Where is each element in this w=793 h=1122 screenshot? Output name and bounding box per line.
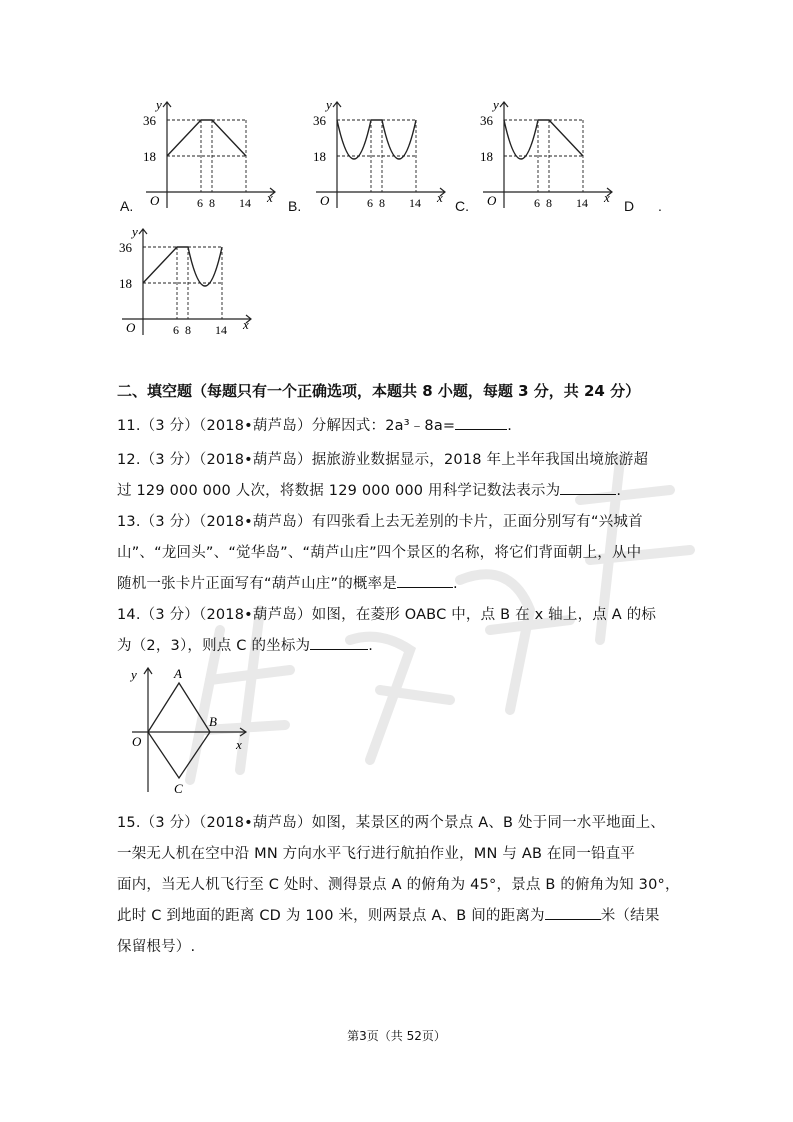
q11-text: 11.（3 分）（2018•葫芦岛）分解因式：2a³﹣8a=: [117, 418, 456, 434]
y-axis-label: y: [132, 225, 138, 239]
q11-answer-blank[interactable]: [455, 415, 507, 430]
rhombus-x-label: x: [236, 737, 242, 752]
rhombus-b-label: B: [209, 714, 217, 729]
x-tick-14: 14: [239, 196, 251, 210]
question-15-line2: 一架无人机在空中沿 MN 方向水平飞行进行航拍作业，MN 与 AB 在同一铅直平: [117, 846, 636, 862]
rhombus-a-label: A: [174, 666, 182, 681]
x-tick-14: 14: [215, 323, 227, 337]
y-tick-18: 18: [480, 149, 493, 164]
y-tick-18: 18: [143, 149, 156, 164]
q14-answer-blank[interactable]: [310, 635, 368, 650]
x-tick-6: 6: [197, 196, 203, 210]
option-a-label: A.: [120, 198, 134, 214]
y-tick-18: 18: [313, 149, 326, 164]
option-a-graph: [140, 98, 285, 217]
q14-text: 为（2，3），则点 C 的坐标为: [117, 638, 311, 654]
question-15-line3: 面内，当无人机飞行至 C 处时、测得景点 A 的俯角为 45°，景点 B 的俯角为知 30°，: [117, 877, 680, 893]
option-c-label: C.: [455, 198, 469, 214]
y-axis-label: y: [326, 98, 332, 112]
x-tick-6: 6: [534, 196, 540, 210]
question-14-line1: 14.（3 分）（2018•葫芦岛）如图，在菱形 OABC 中，点 B 在 x 轴上，点 A 的标: [117, 607, 657, 623]
section-title: 二、填空题（每题只有一个正确选项，本题共 8 小题，每题 3 分，共 24 分）: [117, 382, 641, 400]
q15-end: 米（结果: [600, 908, 660, 924]
q14-end: .: [368, 638, 374, 654]
x-tick-14: 14: [576, 196, 588, 210]
rhombus-c-label: C: [174, 781, 183, 796]
x-tick-8: 8: [546, 196, 552, 210]
rhombus-y-label: y: [131, 667, 137, 682]
y-axis-label: y: [493, 98, 499, 112]
x-axis-label: x: [243, 317, 249, 332]
q15-answer-blank[interactable]: [545, 905, 601, 920]
y-axis-label: y: [156, 98, 162, 112]
question-15-line5: 保留根号）.: [117, 939, 196, 955]
origin-label: O: [126, 320, 136, 335]
question-13-line3: [117, 572, 458, 593]
question-12-line1: 12.（3 分）（2018•葫芦岛）据旅游业数据显示，2018 年上半年我国出境旅游超: [117, 452, 649, 468]
option-b-graph: [310, 98, 455, 217]
q12-text: 过 129 000 000 人次，将数据 129 000 000 用科学记数法表示为: [117, 483, 561, 499]
option-d-dot: .: [658, 198, 662, 214]
x-tick-14: 14: [409, 196, 421, 210]
rhombus-o-label: O: [132, 734, 142, 749]
option-d-label: D: [624, 198, 635, 214]
y-tick-36: 36: [143, 113, 156, 128]
question-15-line4: [117, 904, 660, 925]
question-13-line1: 13.（3 分）（2018•葫芦岛）有四张看上去无差别的卡片，正面分别写有“兴城首: [117, 514, 643, 530]
x-axis-label: x: [267, 190, 273, 205]
rhombus-figure: [122, 662, 257, 801]
x-tick-8: 8: [379, 196, 385, 210]
x-tick-6: 6: [173, 323, 179, 337]
q13-answer-blank[interactable]: [397, 573, 453, 588]
y-tick-36: 36: [313, 113, 326, 128]
page-footer: 第3页（共 52页）: [347, 1029, 446, 1043]
question-11: [117, 414, 512, 435]
y-tick-36: 36: [119, 240, 132, 255]
q11-end: .: [507, 418, 513, 434]
q13-text: 随机一张卡片正面写有“葫芦山庄”的概率是: [117, 576, 398, 592]
question-14-line2: [117, 634, 373, 655]
origin-label: O: [150, 193, 160, 208]
option-b-label: B.: [288, 198, 302, 214]
question-15-line1: 15.（3 分）（2018•葫芦岛）如图，某景区的两个景点 A、B 处于同一水平地面上、: [117, 815, 665, 831]
option-d-graph: [116, 225, 261, 344]
x-tick-6: 6: [367, 196, 373, 210]
q13-end: .: [453, 576, 458, 592]
q15-text: 此时 C 到地面的距离 CD 为 100 米，则两景点 A、B 间的距离为: [117, 908, 545, 924]
y-tick-18: 18: [119, 276, 132, 291]
question-12-line2: [117, 479, 621, 500]
x-axis-label: x: [437, 190, 443, 205]
x-axis-label: x: [604, 190, 610, 205]
question-13-line2: 山”、“龙回头”、“觉华岛”、“葫芦山庄”四个景区的名称，将它们背面朝上，从中: [117, 545, 642, 561]
q12-answer-blank[interactable]: [560, 480, 616, 495]
origin-label: O: [320, 193, 330, 208]
x-tick-8: 8: [185, 323, 191, 337]
option-c-graph: [477, 98, 622, 217]
x-tick-8: 8: [209, 196, 215, 210]
origin-label: O: [487, 193, 497, 208]
q12-end: .: [616, 483, 622, 499]
y-tick-36: 36: [480, 113, 493, 128]
